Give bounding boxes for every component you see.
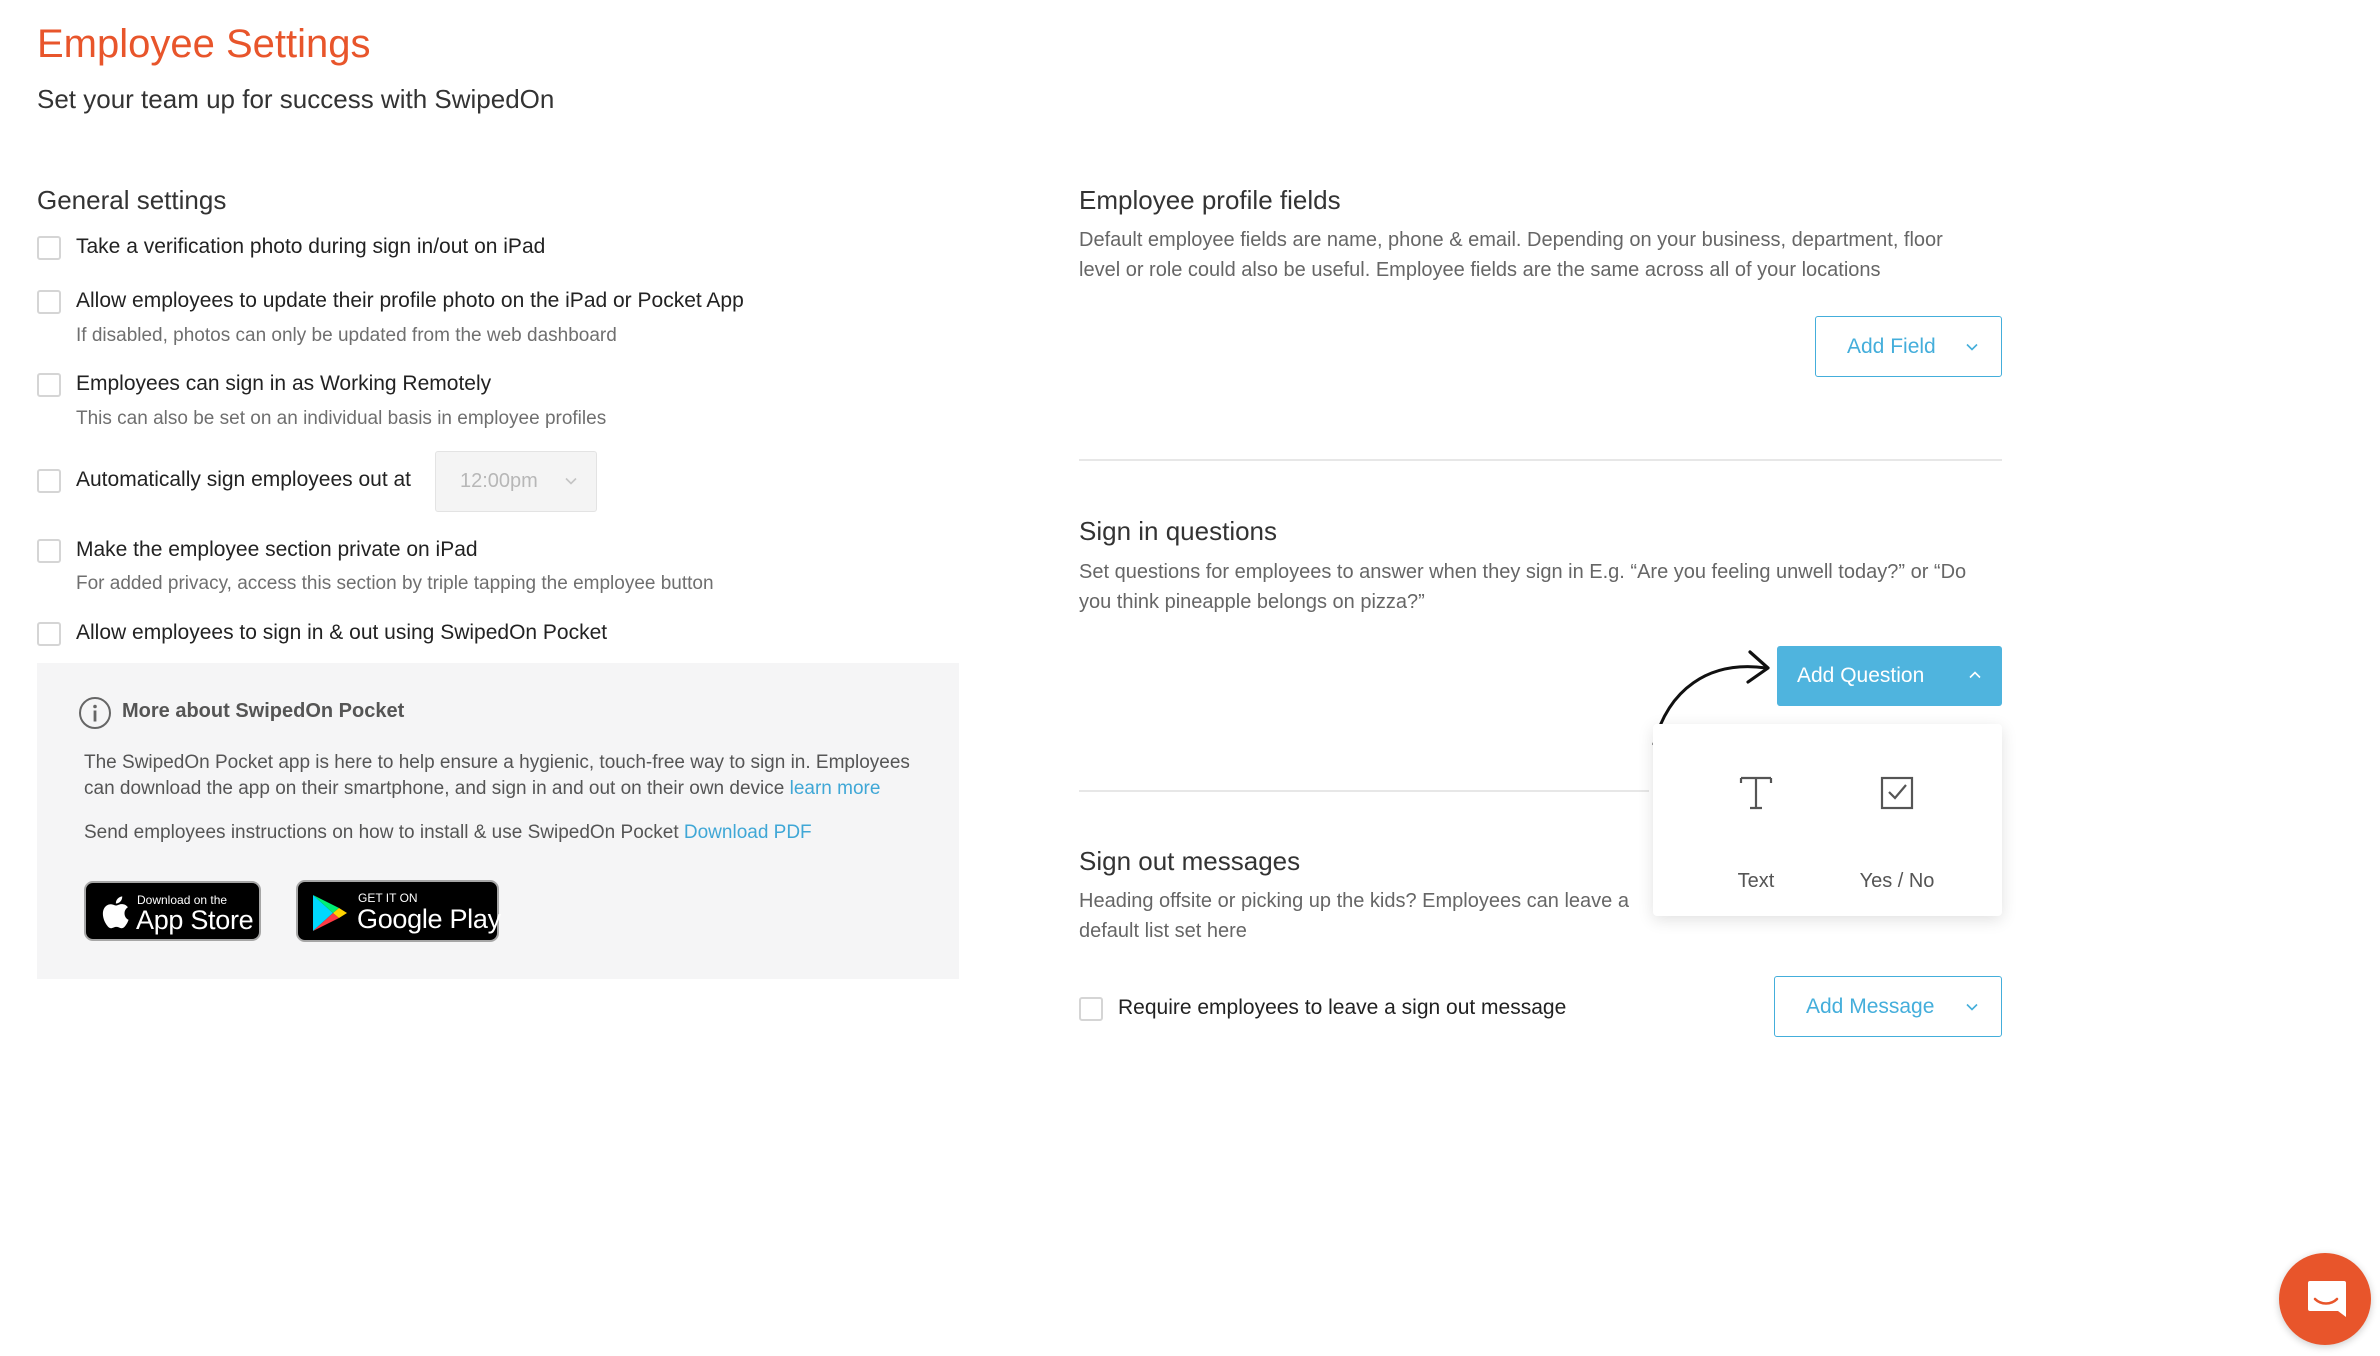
app-store-small-text: Download on the [137,893,228,907]
private-section-label: Make the employee section private on iPad [76,538,478,561]
verification-photo-label: Take a verification photo during sign in/out on iPad [76,235,546,258]
chevron-up-icon [1968,668,1982,682]
verification-photo-checkbox[interactable] [37,236,61,260]
learn-more-link[interactable]: learn more [789,778,881,799]
add-field-label: Add Field [1847,334,1936,358]
auto-sign-out-time-select[interactable] [435,451,597,512]
working-remotely-help: This can also be set on an individual basis in employee profiles [76,408,607,429]
chevron-down-icon [564,474,578,488]
sign-in-questions-description-line2: you think pineapple belongs on pizza?” [1079,591,1425,613]
google-play-small-text: GET IT ON [358,891,418,905]
require-sign-out-message-checkbox[interactable] [1079,997,1103,1021]
text-icon [1736,772,1776,812]
sign-in-questions-description-line1: Set questions for employees to answer when they sign in E.g. “Are you feeling unwell today?” or “Do [1079,561,1967,583]
profile-fields-description-line2: level or role could also be useful. Employee fields are the same across all of your locations [1079,259,1881,281]
sign-out-messages-description-line2: default list set here [1079,920,1247,942]
chat-launcher-button[interactable] [2279,1253,2371,1345]
question-type-yes-no-label: Yes / No [1859,870,1935,892]
question-type-text-option[interactable] [1696,754,1816,894]
profile-fields-description-line1: Default employee fields are name, phone & email. Depending on your business, department, floor [1079,229,1943,251]
sign-out-messages-description [1079,886,1629,946]
update-profile-photo-label: Allow employees to update their profile photo on the iPad or Pocket App [76,289,744,312]
pocket-instructions [84,820,812,846]
page-subtitle: Set your team up for success with SwipedOn [37,84,555,114]
update-profile-photo-checkbox[interactable] [37,290,61,314]
add-question-menu [1653,724,2002,916]
working-remotely-checkbox[interactable] [37,373,61,397]
chevron-down-icon [1965,1000,1979,1014]
working-remotely-label: Employees can sign in as Working Remotely [76,372,492,395]
pocket-description [84,750,910,802]
sign-in-questions-heading: Sign in questions [1079,516,1278,546]
add-question-button[interactable] [1777,646,2002,706]
pocket-description-line2-text: can download the app on their smartphone, and sign in and out on their own device [84,778,785,799]
auto-sign-out-time-value: 12:00pm [460,470,538,492]
google-play-big-text: Google Play [357,904,501,934]
swipedon-pocket-checkbox[interactable] [37,622,61,646]
pocket-instructions-text: Send employees instructions on how to install & use SwipedOn Pocket [84,822,679,843]
sign-out-messages-description-line1: Heading offsite or picking up the kids? Employees can leave a [1079,890,1629,912]
general-settings-heading: General settings [37,185,227,215]
section-divider [1079,790,1649,792]
chat-icon [2304,1277,2348,1321]
add-field-button[interactable] [1815,316,2002,377]
sign-in-questions-description [1079,557,1966,617]
swipedon-pocket-label: Allow employees to sign in & out using SwipedOn Pocket [76,621,608,644]
auto-sign-out-checkbox[interactable] [37,469,61,493]
app-store-badge[interactable] [84,881,261,941]
sign-out-messages-heading: Sign out messages [1079,846,1301,876]
google-play-badge[interactable] [296,880,499,942]
add-question-label: Add Question [1797,664,1925,687]
google-play-icon [311,893,349,933]
app-store-big-text: App Store [136,905,254,935]
pocket-description-line2 [84,776,910,802]
question-type-yes-no-option[interactable] [1837,754,1957,894]
pocket-info-title: More about SwipedOn Pocket [122,700,405,722]
add-message-label: Add Message [1806,994,1935,1018]
checkbox-checked-icon [1877,772,1917,812]
page-title: Employee Settings [37,22,371,66]
require-sign-out-message-label: Require employees to leave a sign out message [1118,996,1567,1019]
profile-fields-description [1079,225,1943,285]
apple-icon [100,895,130,929]
profile-fields-heading: Employee profile fields [1079,185,1341,215]
info-icon [78,696,112,730]
download-pdf-link[interactable]: Download PDF [683,822,812,843]
pocket-description-line1: The SwipedOn Pocket app is here to help ensure a hygienic, touch-free way to sign in. Employees [84,752,910,773]
add-message-button[interactable] [1774,976,2002,1037]
update-profile-photo-help: If disabled, photos can only be updated from the web dashboard [76,325,617,346]
private-section-checkbox[interactable] [37,539,61,563]
auto-sign-out-label: Automatically sign employees out at [76,468,412,491]
private-section-help: For added privacy, access this section by triple tapping the employee button [76,573,714,594]
chevron-down-icon [1965,340,1979,354]
question-type-text-label: Text [1737,870,1775,892]
section-divider [1079,459,2002,461]
